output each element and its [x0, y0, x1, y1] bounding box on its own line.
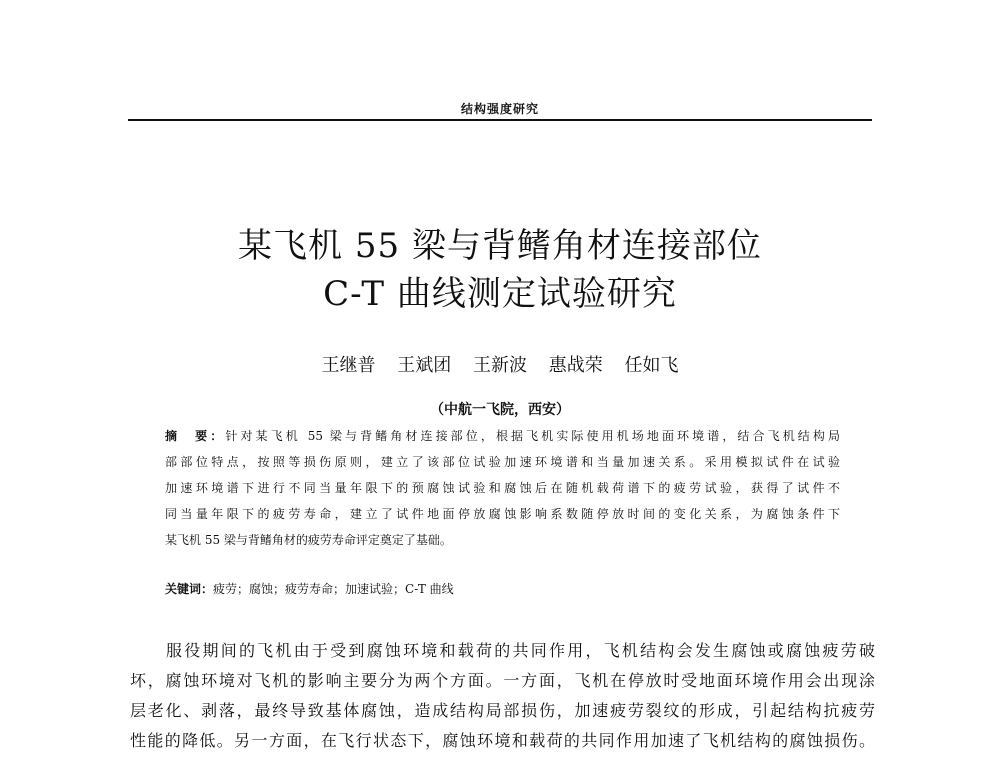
body-line: 坏，腐蚀环境对飞机的影响主要分为两个方面。一方面，飞机在停放时受地面环境作用会出现涂	[130, 671, 875, 690]
abstract-line: 同当量年限下的疲劳寿命，建立了试件地面停放腐蚀影响系数随停放时间的变化关系，为腐蚀条件下	[165, 507, 840, 521]
running-header: 结构强度研究	[460, 102, 539, 116]
affiliation: （中航一飞院，西安）	[430, 402, 570, 418]
abstract-line: 某飞机 55 梁与背鳍角材的疲劳寿命评定奠定了基础。	[165, 533, 452, 547]
paper-title-line-1: 某飞机 55 梁与背鳍角材连接部位	[238, 226, 762, 266]
abstract-label: 摘 要：	[165, 429, 226, 443]
abstract	[165, 423, 840, 553]
paper-title-line-2: C-T 曲线测定试验研究	[323, 274, 677, 314]
header-rule	[128, 119, 872, 121]
author: 王新波	[473, 355, 527, 376]
keywords	[165, 579, 840, 599]
author: 惠战荣	[548, 355, 603, 376]
abstract-line	[165, 423, 840, 449]
abstract-line: 加速环境谱下进行不同当量年限下的预腐蚀试验和腐蚀后在随机载荷谱下的疲劳试验，获得了试件不	[165, 481, 840, 495]
body-paragraph	[130, 636, 875, 756]
abstract-text: 针对某飞机 55 梁与背鳍角材连接部位，根据飞机实际使用机场地面环境谱，结合飞机结构局	[225, 429, 840, 443]
author: 任如飞	[624, 355, 679, 376]
body-line: 服役期间的飞机由于受到腐蚀环境和载荷的共同作用，飞机结构会发生腐蚀或腐蚀疲劳破	[166, 641, 875, 660]
body-line: 层老化、剥落，最终导致基体腐蚀，造成结构局部损伤，加速疲劳裂纹的形成，引起结构抗疲劳	[130, 701, 875, 720]
abstract-line: 部部位特点，按照等损伤原则，建立了该部位试验加速环境谱和当量加速关系。采用模拟试件在试验	[165, 455, 840, 469]
author-list	[0, 351, 1000, 377]
author: 王继普	[321, 355, 376, 376]
body-line: 性能的降低。另一方面，在飞行状态下，腐蚀环境和载荷的共同作用加速了飞机结构的腐蚀损伤。	[130, 731, 875, 750]
keywords-label: 关键词：	[165, 582, 214, 596]
author: 王斌团	[397, 355, 452, 376]
keywords-text: 疲劳；腐蚀；疲劳寿命；加速试验；C-T 曲线	[213, 582, 454, 596]
